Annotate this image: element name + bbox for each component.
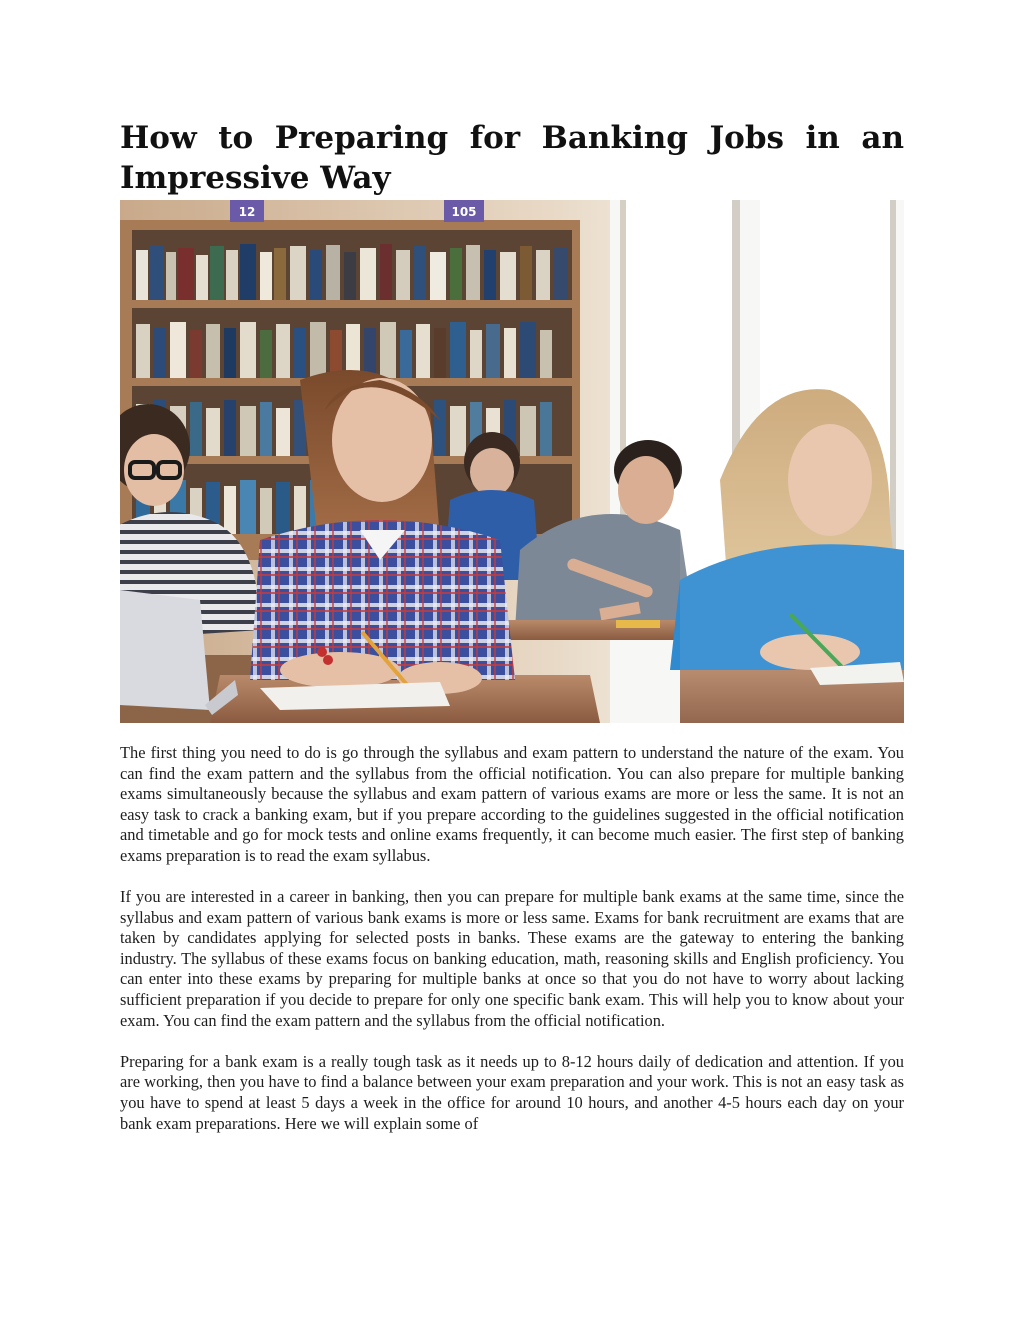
document-page <box>120 118 904 1155</box>
title-line-1: How to Preparing for Banking Jobs in an <box>120 120 904 156</box>
classroom-photo <box>120 200 904 723</box>
title-line-2: Impressive Way <box>120 160 391 196</box>
article-title <box>120 118 904 198</box>
shelf-label-2: 105 <box>451 205 477 219</box>
article-body <box>120 743 904 1134</box>
paragraph-1: The first thing you need to do is go through the syllabus and exam pattern to understand the nature of the exam. You can find the exam pattern and the syllabus from the official notification. You can also prepare for multiple banking exams simultaneously because the syllabus and exam pattern of various exams are more or less the same. It is not an easy task to crack a banking exam, but if you prepare according to the guidelines suggested in the official notification and timetable and go for mock tests and online exams frequently, it can become much easier. The first step of banking exams preparation is to read the exam syllabus. <box>120 743 904 865</box>
paragraph-2: If you are interested in a career in banking, then you can prepare for multiple bank exams at the same time, since the syllabus and exam pattern of various bank exams is more or less same. Exams for bank recruitment are exams that are taken by candidates applying for selected posts in banks. These exams are the gateway to entering the banking industry. The syllabus of these exams focus on banking education, math, reasoning skills and English proficiency. You can enter into these exams by preparing for multiple banks at once so that you do not have to worry about lacking sufficient preparation if you decide to prepare for only one specific bank exam. This will help you to know about your exam. You can find the exam pattern and the syllabus from the official notification. <box>120 887 904 1030</box>
paragraph-3: Preparing for a bank exam is a really tough task as it needs up to 8-12 hours daily of dedication and attention. If you are working, then you have to find a balance between your exam preparation and your work. This is not an easy task as you have to spend at least 5 days a week in the office for around 10 hours, and another 4-5 hours each day on your bank exam preparations. Here we will explain some of <box>120 1051 904 1133</box>
shelf-label-1: 12 <box>238 205 256 219</box>
